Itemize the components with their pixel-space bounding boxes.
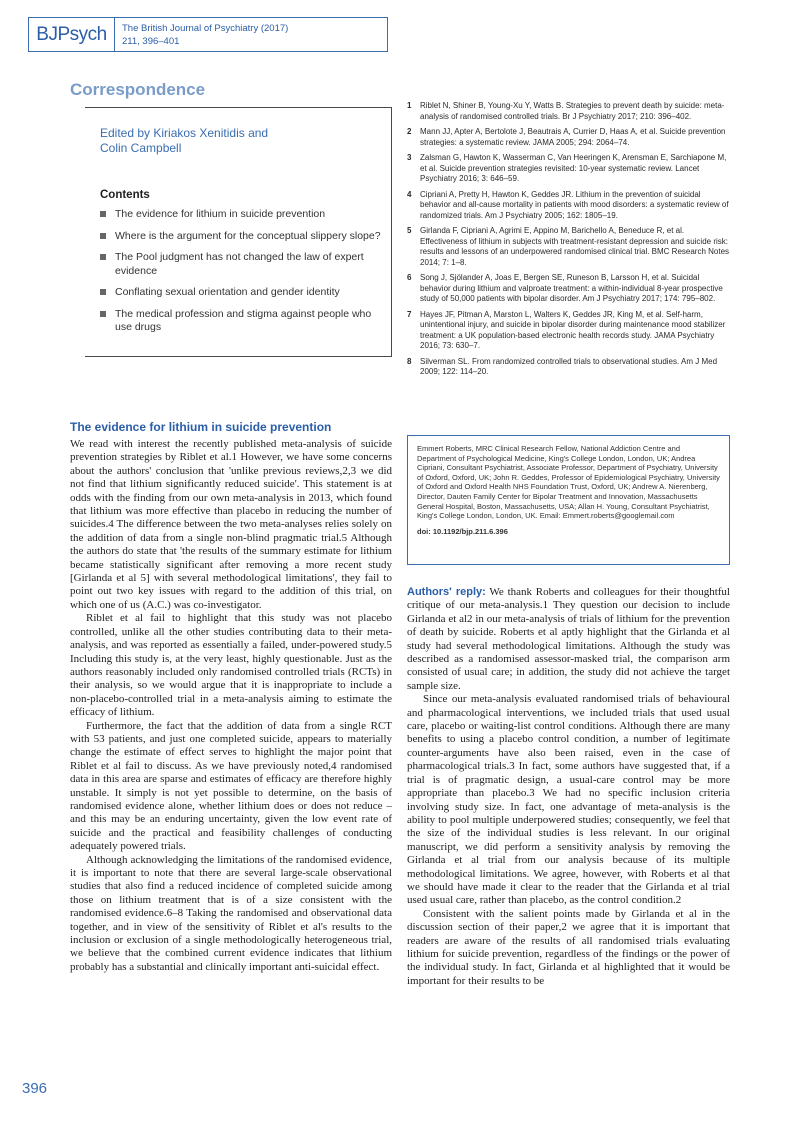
reference-number: 5: [407, 226, 412, 235]
journal-logo: BJPsych: [29, 18, 115, 51]
author-affiliations: Emmert Roberts, MRC Clinical Research Fellow, National Addiction Centre and Department of Psychological Medicine, King's College London, London, UK; Andrea Cipriani, Consultant Psychiatrist, Associate Professor, Department of Psychiatry, University of Oxford, Oxford, UK; John R. Geddes, Professor of Epidemiological Psychiatry, University of Oxford and Oxford Health NHS Foundation Trust, Oxford, UK; Andrew A. Nierenberg, Director, Dauten Family Center for Bipolar Treatment and Innovation, Massachusetts General Hospital, Boston, Massachusetts, USA; Allan H. Young, Consultant Psychiatrist, King's College London, London, UK. Email: Emmert.roberts@googlemail.com: [417, 444, 720, 521]
editors-line-1: Edited by Kiriakos Xenitidis and: [100, 126, 269, 140]
reference-item: [407, 127, 730, 148]
reference-item: [407, 357, 730, 378]
reference-number: 8: [407, 356, 412, 366]
article-body: [70, 438, 392, 974]
reply-body: [407, 586, 730, 988]
reference-item: [407, 226, 730, 268]
contents-item-label: The evidence for lithium in suicide prevention: [115, 208, 326, 220]
contents-item-label: The medical profession and stigma against people who use drugs: [115, 307, 372, 333]
contents-item-label: Where is the argument for the conceptual slippery slope?: [115, 229, 381, 242]
reference-number: 7: [407, 309, 412, 319]
editors: [100, 126, 268, 156]
reference-item: [407, 310, 730, 352]
contents-item-label: Conflating sexual orientation and gender identity: [115, 286, 340, 298]
reference-item: [407, 153, 730, 185]
contents-box: [85, 107, 392, 357]
journal-header: [28, 17, 388, 52]
reference-text: Girlanda F, Cipriani A, Agrimi E, Appino M, Barichello A, Beneduce R, et al. Effectiveness of lithium in subjects with treatment-resistant depression and suicide risk: results and lessons of an underpowered randomised clinical trial. BMC Research Notes 2014; 7: 1–8.: [420, 226, 730, 267]
reference-number: 2: [407, 127, 412, 136]
bullet-icon: [100, 254, 106, 260]
reference-text: Riblet N, Shiner B, Young-Xu Y, Watts B. Strategies to prevent death by suicide: meta-analysis of randomised controlled trials. Br J Psychiatry 2017; 210: 396–402.: [420, 101, 725, 121]
contents-item[interactable]: [100, 208, 385, 222]
reply-first-text: We thank Roberts and colleagues for their thoughtful critique of our meta-analysis.1 They question our decision to include Girlanda et al2 in our meta-analysis of trials of lithium for the prevention of death by suicide. Roberts et al aptly highlight that the Girlanda et al study had several methodological limitations. Although the study was described as a randomised assessor-masked trial, the comparison arm consisted of usual care; in addition, the study did not achieve the target sample size.: [407, 586, 730, 692]
reference-text: Mann JJ, Apter A, Bertolote J, Beautrais A, Currier D, Haas A, et al. Suicide prevention strategies: a systematic review. JAMA 2005; 294: 2064–74.: [420, 127, 726, 147]
reference-list: [407, 101, 730, 383]
reference-item: [407, 101, 730, 122]
article-paragraph: Furthermore, the fact that the addition of data from a single RCT with 53 patients, and just one completed suicide, appears to materially change the estimate of effect serves to highlight the major point that Riblet et al fail to discuss. As we have previously noted,4 randomised data in this area are sparse and estimates of efficacy are therefore highly unstable. It simply is not yet possible to determine, on the basis of randomised evidence alone, whether lithium does or does not reduce – and this may be an enduring uncertainty, given the low event rate of suicide and the practical and feasibility challenges of conducting adequately powered trials.: [70, 719, 392, 853]
contents-list: [100, 208, 385, 343]
contents-title: Contents: [100, 189, 150, 201]
page-number: 396: [22, 1080, 48, 1097]
contents-item[interactable]: [100, 230, 385, 244]
reference-text: Zalsman G, Hawton K, Wasserman C, Van Heeringen K, Arensman E, Sarchiapone M, et al. Suicide prevention strategies revisited: 10-year systematic review. Lancet Psychiatry 2016; 3: 646–59.: [420, 153, 727, 183]
journal-volume: 211, 396–401: [122, 36, 180, 47]
reference-number: 6: [407, 273, 412, 282]
reply-paragraph: [407, 586, 730, 693]
reference-item: [407, 190, 730, 222]
contents-item[interactable]: [100, 286, 385, 300]
reference-number: 1: [407, 101, 412, 110]
reference-text: Hayes JF, Pitman A, Marston L, Walters K, Geddes JR, King M, et al. Self-harm, unintentional injury, and suicide in bipolar disorder during maintenance mood stabilizer treatment: a UK population-based electronic health records study. JAMA Psychiatry 2016; 73: 630–7.: [420, 309, 726, 350]
reply-label: Authors' reply:: [407, 586, 486, 598]
section-title: Correspondence: [70, 80, 206, 99]
contents-item[interactable]: [100, 251, 385, 278]
author-info-box: [407, 435, 730, 565]
article-paragraph: We read with interest the recently published meta-analysis of suicide prevention strategies by Riblet et al.1 However, we have some concerns about the authors' conclusion that 'unlike previous reviews,2,3 we did not find that lithium significantly reduced suicide'. This statement is at odds with the finding from our own meta-analysis in 2013, which found that lithium was more effective than placebo in reducing the number of suicides.4 The difference between the two meta-analyses relies solely on the addition of data from a single non-blind pragmatic trial.5 Although the authors do state that 'the results of the summary estimate for lithium became statistically significant after removing a more recent study [Girlanda et al 5] with several methodological limitations', they fail to point out two key issues with regard to the addition of this trial, on which one of us (A.C.) was co-investigator.: [70, 438, 392, 611]
article-paragraph: Riblet et al fail to highlight that this study was not placebo controlled, unlike all the other studies contributing data to their meta-analysis, and was reported as essentially a failed, under-powered study.5 Including this study is, at the very least, highly questionable. Just as the authors reasonably included only randomised controlled trials (RCTs) in their analysis, so we would argue that it is inappropriate to include a non-placebo-controlled trial in a meta-analysis aiming to estimate the efficacy of lithium.: [70, 612, 392, 719]
reference-number: 4: [407, 189, 412, 199]
reference-text: Song J, Sjölander A, Joas E, Bergen SE, Runeson B, Larsson H, et al. Suicidal behavior during lithium and valproate treatment: a within-individual 8-year prospective study of 50,000 patients with bipolar disorder. Am J Psychiatry 2017; 174: 795–802.: [420, 273, 723, 303]
reference-number: 3: [407, 153, 412, 162]
reply-paragraph: Consistent with the salient points made by Girlanda et al in the discussion section of their paper,2 we agree that it is important that readers are aware of the results of all randomised trials evaluating lithium for suicide prevention, regardless of the findings or the power of the individual study. In fact, Girlanda et al highlighted that it would be important for their results to be: [407, 907, 730, 987]
journal-name: The British Journal of Psychiatry (2017): [122, 23, 289, 34]
journal-citation: [115, 18, 288, 51]
article-paragraph: Although acknowledging the limitations of the randomised evidence, it is important to note that there are several large-scale observational studies that also find a reduced incidence of completed suicide among those on lithium treatment that is of a size consistent with the randomised evidence.6–8 Taking the randomised and observational data together, and in view of the sensitivity of Riblet et al's results to the inclusion or exclusion of a single methodologically heterogeneous trial, we believe that the combined current evidence indicates that lithium probably has a substantial and clinically important anti-suicidal effect.: [70, 853, 392, 973]
reference-item: [407, 273, 730, 305]
doi-link[interactable]: doi: 10.1192/bjp.211.6.396: [417, 526, 508, 536]
bullet-icon: [100, 211, 106, 217]
bullet-icon: [100, 233, 106, 239]
reply-paragraph: Since our meta-analysis evaluated randomised trials of behavioural and pharmacological interventions, we included trials that used usual care, placebo or waiting-list control conditions. Although there are many benefits to using a placebo control condition, a number of legitimate counter-arguments have also been raised, even in the case of pharmacological trials.3 In fact, some authors have suggested that, if a trial is of pragmatic design, a usual-care control may be more appropriate than placebo.3 We had no specific inclusion criteria involving study size. In fact, one advantage of meta-analysis is the ability to pool multiple underpowered studies; consequently, we feel that the size of the individual studies is less relevant. In our original manuscript, we did perform a sensitivity analysis by removing the Girlanda et al trial from our analysis because of its multiple methodological limitations. We agree, however, with Roberts et al that we should have made it clear to the reader that the Girlanda et al trial used usual care, rather than placebo, as the control condition.2: [407, 693, 730, 907]
reference-text: Silverman SL. From randomized controlled trials to observational studies. Am J Med 2009; 122: 114–20.: [420, 356, 718, 376]
contents-item-label: The Pool judgment has not changed the law of expert evidence: [115, 251, 364, 277]
contents-item[interactable]: [100, 308, 385, 335]
bullet-icon: [100, 311, 106, 317]
editors-line-2: Colin Campbell: [100, 141, 182, 155]
article-heading: The evidence for lithium in suicide prevention: [70, 420, 332, 434]
bullet-icon: [100, 289, 106, 295]
reference-text: Cipriani A, Pretty H, Hawton K, Geddes JR. Lithium in the prevention of suicidal behavior and all-cause mortality in patients with mood disorders: a systematic review of randomized trials. Am J Psychiatry 2005; 162: 1805–19.: [420, 189, 729, 220]
